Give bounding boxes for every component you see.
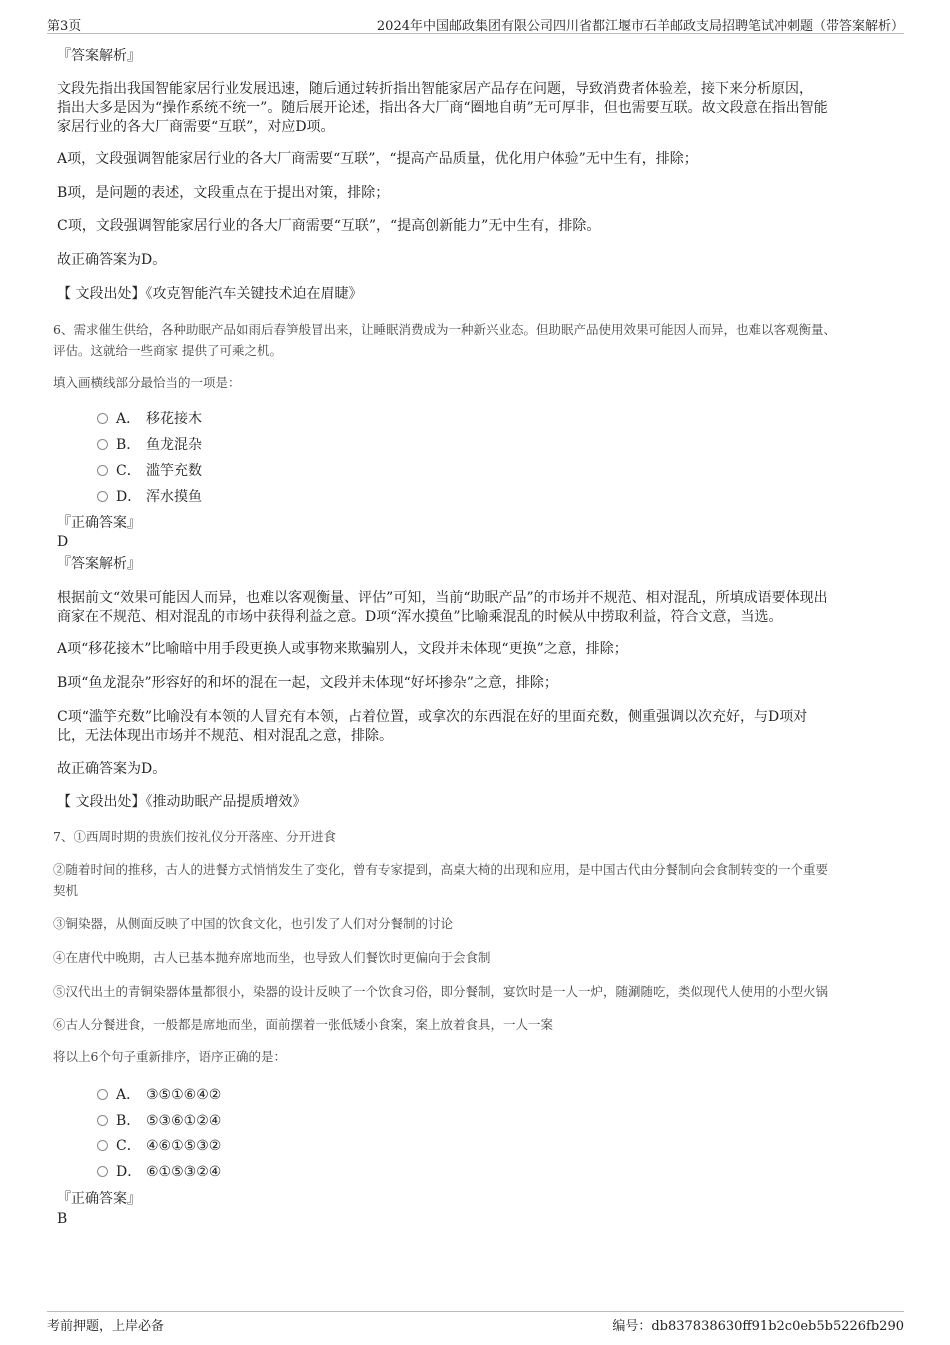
- text-source: 【 文段出处】《攻克智能汽车关键技术迫在眉睫》: [57, 286, 363, 302]
- option-a-explanation: A项“移花接木”比喻暗中用手段更换人或事物来欺骗别人，文段并未体现“更换”之意，排除；: [57, 641, 628, 657]
- sentence-2: ②随着时间的推移，古人的进餐方式悄悄发生了变化，曾有专家提到，高桌大椅的出现和应用，是中国古代由分餐制向会食制转变的一个重要 契机: [53, 862, 829, 898]
- analysis-paragraph: 根据前文“效果可能因人而异，也难以客观衡量、评估”可知，当前“助眠产品”的市场并不规范、相对混乱，所填成语要体现出 商家在不规范、相对混乱的市场中获得利益之意。D项“浑水摸鱼”比喻乘混乱的时候从中捞取利益，符合文意，当选。: [57, 590, 828, 625]
- conclusion: 故正确答案为D。: [57, 761, 167, 777]
- correct-answer: B: [57, 1211, 68, 1227]
- answer-analysis-label: 『答案解析』: [57, 48, 141, 64]
- question-7-prompt: 将以上6个句子重新排序，语序正确的是：: [53, 1049, 286, 1064]
- answer-analysis-label: 『答案解析』: [57, 556, 141, 572]
- option-b[interactable]: B． 鱼龙混杂: [97, 436, 202, 454]
- option-d[interactable]: D． ⑥①⑤③②④: [97, 1163, 221, 1181]
- text-source: 【 文段出处】《推动助眠产品提质增效》: [57, 794, 307, 810]
- option-c-explanation: C项“滥竽充数”比喻没有本领的人冒充有本领，占着位置，或拿次的东西混在好的里面充数，侧重强调以次充好，与D项对 比，无法体现出市场并不规范、相对混乱之意，排除。: [57, 709, 808, 744]
- option-b-explanation: B项，是问题的表述，文段重点在于提出对策，排除；: [57, 185, 390, 201]
- footer-slogan: 考前押题，上岸必备: [47, 1319, 165, 1334]
- sentence-1: 7、①西周时期的贵族们按礼仪分开落座、分开进食: [53, 829, 336, 844]
- radio-icon[interactable]: [97, 465, 108, 476]
- analysis-paragraph: 文段先指出我国智能家居行业发展迅速，随后通过转折指出智能家居产品存在问题，导致消费者体验差，接下来分析原因， 指出大多是因为“操作系统不统一”。随后展开论述，指出各大厂商“圈地自萌”无可厚非，但也需要互联。故文段意在指出智能 家居行业的各大厂商需要“互联”，对应D项。: [57, 81, 828, 135]
- option-a-explanation: A项，文段强调智能家居行业的各大厂商需要“互联”，“提高产品质量，优化用户体验”无中生有，排除；: [57, 151, 698, 167]
- page-number: 第3页: [47, 19, 82, 34]
- document-title: 2024年中国邮政集团有限公司四川省都江堰市石羊邮政支局招聘笔试冲刺题（带答案解析）: [376, 19, 904, 34]
- option-d[interactable]: D． 浑水摸鱼: [97, 488, 202, 506]
- option-c-explanation: C项，文段强调智能家居行业的各大厂商需要“互联”，“提高创新能力”无中生有，排除。: [57, 218, 601, 234]
- page-header: [47, 13, 904, 34]
- page-footer: [47, 1311, 904, 1334]
- option-c[interactable]: C． ④⑥①⑤③②: [97, 1137, 221, 1155]
- question-6-stem: 6、需求催生供给，各种助眠产品如雨后春笋般冒出来，让睡眠消费成为一种新兴业态。但助眠产品使用效果可能因人而异，也难以客观衡量、 评估。这就给一些商家 提供了可乘之机。: [53, 322, 836, 358]
- radio-icon[interactable]: [97, 1140, 108, 1151]
- correct-answer: D: [57, 534, 69, 550]
- sentence-6: ⑥古人分餐进食，一般都是席地而坐，面前摆着一张低矮小食案，案上放着食具，一人一案: [53, 1017, 554, 1032]
- correct-answer-label: 『正确答案』: [57, 515, 141, 531]
- radio-icon[interactable]: [97, 1166, 108, 1177]
- radio-icon[interactable]: [97, 439, 108, 450]
- radio-icon[interactable]: [97, 1089, 108, 1100]
- option-b[interactable]: B． ⑤③⑥①②④: [97, 1112, 221, 1130]
- question-6-prompt: 填入画横线部分最恰当的一项是：: [53, 375, 241, 390]
- option-c[interactable]: C． 滥竽充数: [97, 462, 202, 480]
- option-a[interactable]: A． ③⑤①⑥④②: [97, 1086, 221, 1104]
- document-code: 编号：db837838630ff91b2c0eb5b5226fb290: [612, 1319, 904, 1334]
- sentence-4: ④在唐代中晚期，古人已基本抛弃席地而坐，也导致人们餐饮时更偏向于会食制: [53, 950, 491, 965]
- conclusion: 故正确答案为D。: [57, 252, 167, 268]
- radio-icon[interactable]: [97, 491, 108, 502]
- option-a[interactable]: A． 移花接木: [97, 410, 202, 428]
- radio-icon[interactable]: [97, 413, 108, 424]
- sentence-5: ⑤汉代出土的青铜染器体量都很小，染器的设计反映了一个饮食习俗，即分餐制，宴饮时是一人一炉，随涮随吃，类似现代人使用的小型火锅: [53, 984, 829, 999]
- sentence-3: ③铜染器，从侧面反映了中国的饮食文化，也引发了人们对分餐制的讨论: [53, 916, 454, 931]
- radio-icon[interactable]: [97, 1115, 108, 1126]
- option-b-explanation: B项“鱼龙混杂”形容好的和坏的混在一起，文段并未体现“好坏掺杂”之意，排除；: [57, 675, 558, 691]
- correct-answer-label: 『正确答案』: [57, 1191, 141, 1207]
